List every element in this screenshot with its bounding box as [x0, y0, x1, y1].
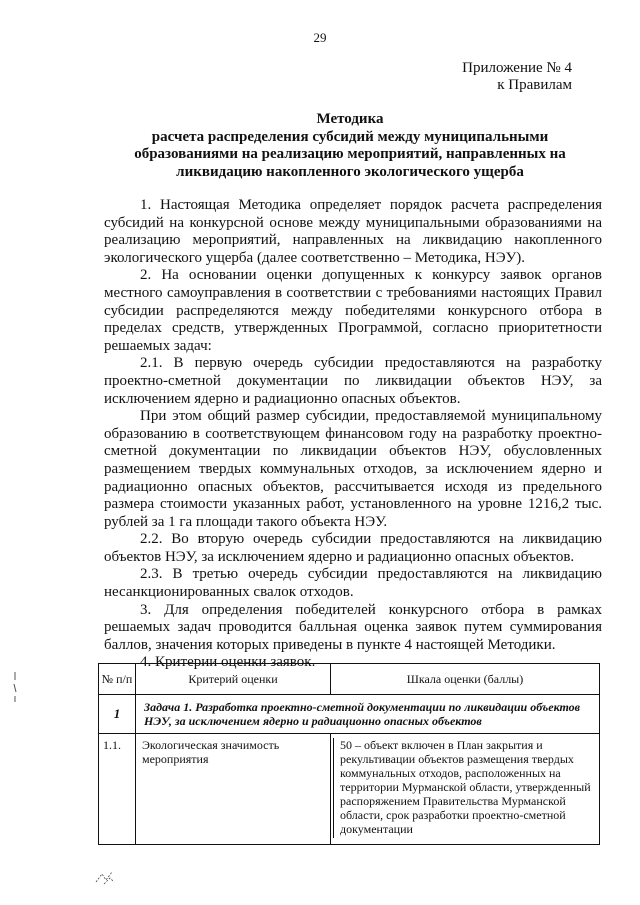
task-title: Задача 1. Разработка проектно-сметной документации по ликвидации объектов НЭУ, за исключением ядерно и радиационно опасных объектов: [136, 695, 600, 734]
row-scale: 50 – объект включен в План закрытия и рекультивации объектов размещения твердых коммунальных отходов, расположенных на территории Мурманской области, утвержденный распоряжением Правительства Мурманской области, срок разработки проектно-сметной документации: [333, 738, 595, 838]
title-line-2: расчета распределения субсидий между муниципальными: [151, 128, 549, 145]
paragraph-2-2: 2.2. Во вторую очередь субсидии предоставляются на ликвидацию объектов НЭУ, за исключением ядерно и радиационно опасных объектов.: [104, 531, 602, 565]
header-num: № п/п: [99, 664, 136, 695]
appendix-line-1: Приложение № 4: [462, 60, 572, 76]
handwritten-mark-icon: [94, 868, 122, 888]
paragraph-2-3: 2.3. В третью очередь субсидии предоставляются на ликвидацию несанкционированных свалок отходов.: [104, 566, 602, 601]
row-scale-cell: [331, 734, 600, 845]
scan-margin-mark-icon: [12, 672, 18, 702]
appendix-line-2: к Правилам: [497, 77, 572, 93]
page-number: 29: [313, 30, 327, 45]
paragraph-4: 4. Критерии оценки заявок.: [140, 654, 316, 671]
paragraph-2-1: 2.1. В первую очередь субсидии предоставляются на разработку проектно-сметной документации по ликвидации объектов НЭУ, за исключением ядерно и радиационно опасных объектов.: [104, 355, 602, 407]
header-criterion: Критерий оценки: [136, 664, 331, 695]
paragraph-1: 1. Настоящая Методика определяет порядок расчета распределения субсидий на конкурсной основе между муниципальными образованиями на реализацию мероприятий, направленных на ликвидацию накопленного экологического ущерба (далее соответственно – Методика, НЭУ).: [104, 197, 602, 266]
table-header-row: [99, 664, 600, 695]
criteria-table: [98, 663, 600, 845]
title-line-3: образованиями на реализацию мероприятий, направленных на: [134, 146, 566, 162]
task-num: 1: [99, 695, 136, 734]
task-row: [99, 695, 600, 734]
title-line-1: Методика: [316, 111, 384, 127]
document-title: [100, 111, 600, 181]
paragraph-2-1-note: При этом общий размер субсидии, предоставляемой муниципальному образованию в соответствующем финансовом году на разработку проектно-сметной документации по ликвидации объектов НЭУ, обусловленных размещением твердых коммунальных отходов, за исключением ядерно и радиационно опасных объектов, рассчитывается исходя из предельного размера стоимости указанных работ, установленного на уровне 1216,2 тыс. рублей за 1 га площади такого объекта НЭУ.: [104, 408, 602, 530]
appendix-note: [462, 60, 572, 94]
table-row: [99, 734, 600, 845]
paragraph-3: 3. Для определения победителей конкурсного отбора в рамках решаемых задач проводится балльная оценка заявок путем суммирования баллов, значения которых приведены в пункте 4 настоящей Методики.: [104, 601, 602, 653]
body-text: [104, 197, 602, 672]
title-line-4: ликвидацию накопленного экологического ущерба: [176, 163, 524, 180]
paragraph-2: 2. На основании оценки допущенных к конкурсу заявок органов местного самоуправления в соответствии с требованиями настоящих Правил субсидии распределяются между победителями конкурсного отбора в пределах средств, утвержденных Программой, согласно приоритетности решаемых задач:: [104, 267, 602, 354]
header-scale: Шкала оценки (баллы): [331, 664, 600, 695]
row-num: 1.1.: [99, 734, 136, 845]
row-criterion: Экологическая значимость мероприятия: [136, 734, 331, 845]
